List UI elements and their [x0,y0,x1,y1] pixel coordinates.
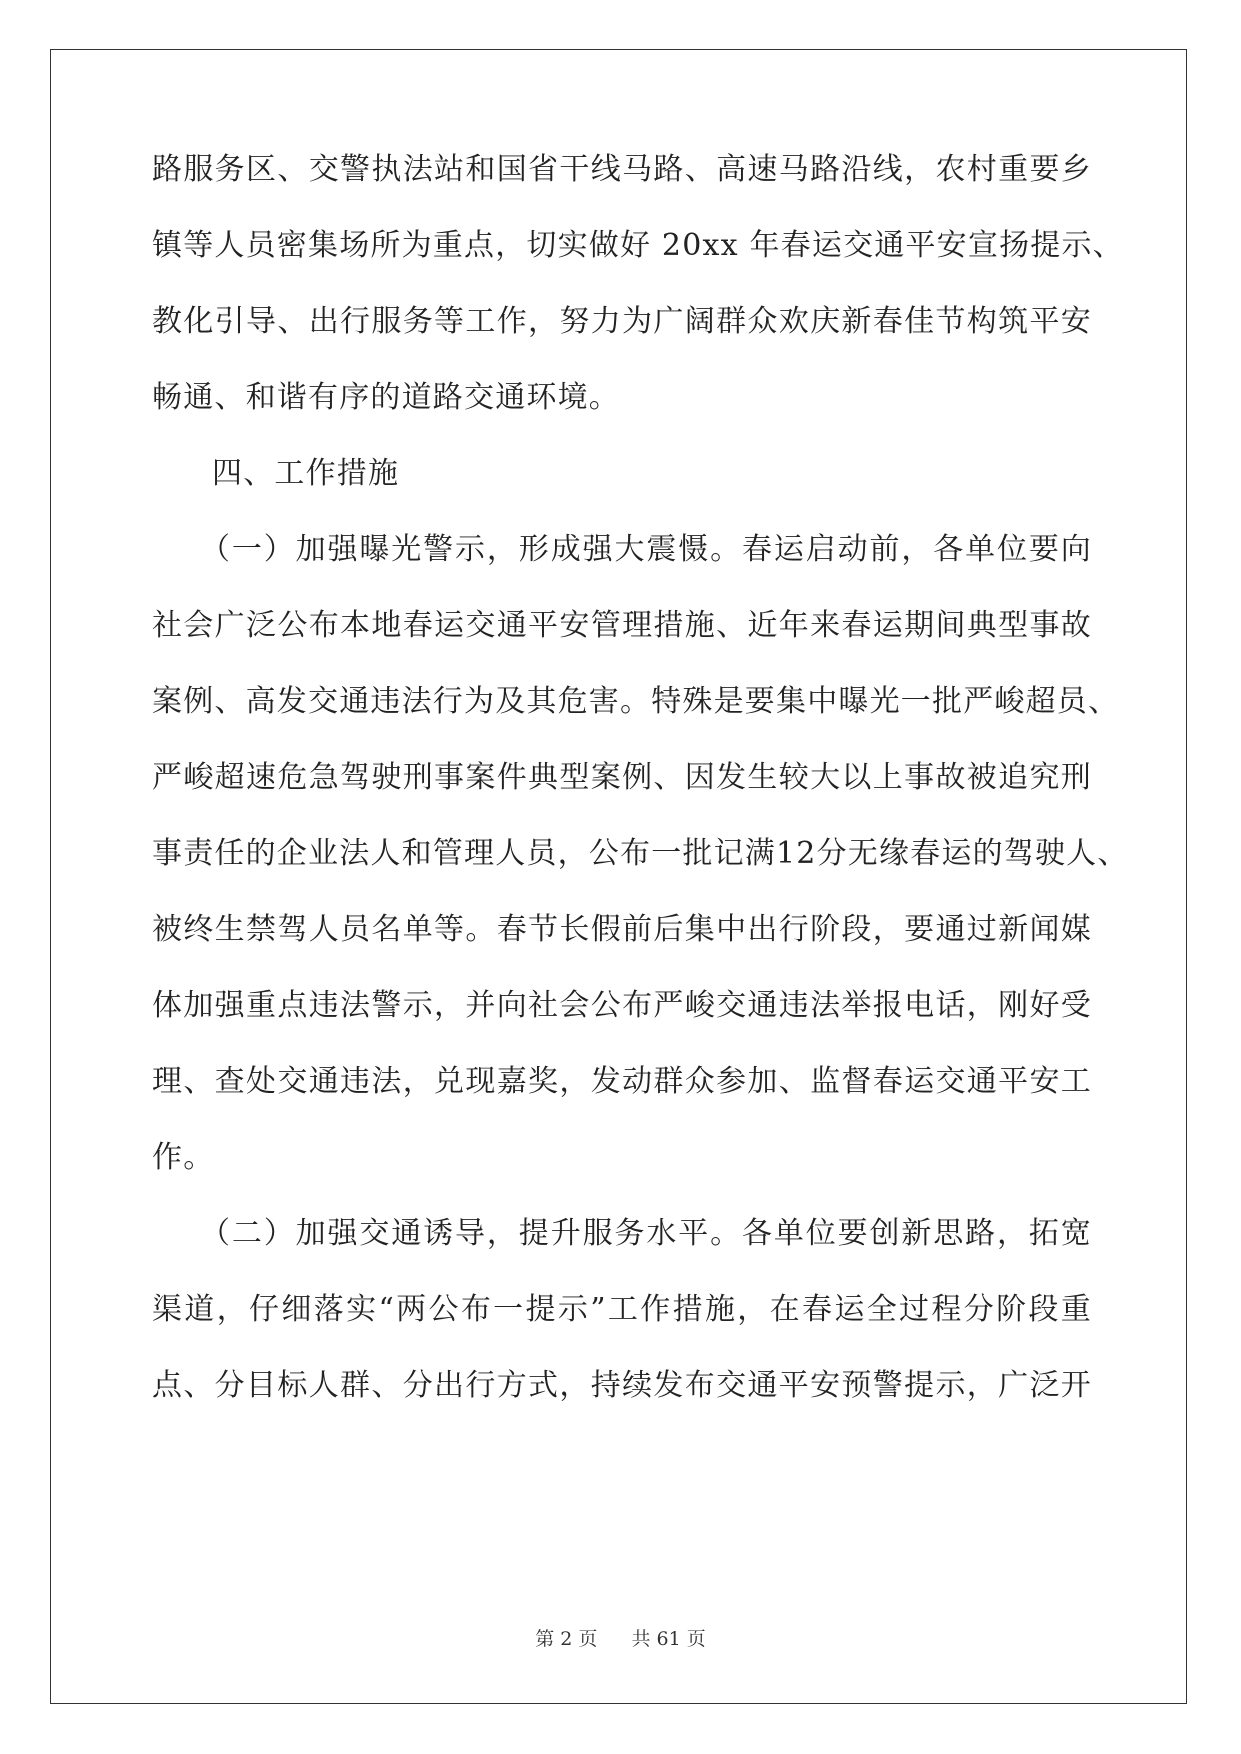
section-heading: 四、工作措施 [212,456,400,491]
text-line: 被终生禁驾人员名单等。春节长假前后集中出行阶段，要通过新闻媒 [152,912,1092,947]
text-line: 事责任的企业法人和管理人员，公布一批记满12分无缘春运的驾驶人、 [152,836,1129,871]
text-line: 路服务区、交警执法站和国省干线马路、高速马路沿线，农村重要乡 [152,152,1092,187]
text-line: 畅通、和谐有序的道路交通环境。 [152,380,620,415]
text-line: 渠道，仔细落实“两公布一提示”工作措施，在春运全过程分阶段重 [152,1292,1092,1327]
text-line: （一）加强曝光警示，形成强大震慑。春运启动前，各单位要向 [200,532,1092,567]
page-footer [0,1624,1241,1651]
text-line: 体加强重点违法警示，并向社会公布严峻交通违法举报电话，刚好受 [152,988,1092,1023]
text-line: 理、查处交通违法，兑现嘉奖，发动群众参加、监督春运交通平安工 [152,1064,1092,1099]
page-total: 共 61 页 [631,1628,706,1650]
text-line: 案例、高发交通违法行为及其危害。特殊是要集中曝光一批严峻超员、 [152,684,1120,719]
page-number: 第 2 页 [535,1628,598,1650]
page-border [50,49,1187,1704]
text-line: 作。 [152,1140,215,1175]
text-line: 教化引导、出行服务等工作，努力为广阔群众欢庆新春佳节构筑平安 [152,304,1092,339]
text-line: 严峻超速危急驾驶刑事案件典型案例、因发生较大以上事故被追究刑 [152,760,1092,795]
text-line: 镇等人员密集场所为重点，切实做好 20xx 年春运交通平安宣扬提示、 [152,228,1124,263]
text-line: （二）加强交通诱导，提升服务水平。各单位要创新思路，拓宽 [200,1216,1092,1251]
text-line: 社会广泛公布本地春运交通平安管理措施、近年来春运期间典型事故 [152,608,1092,643]
text-line: 点、分目标人群、分出行方式，持续发布交通平安预警提示，广泛开 [152,1368,1092,1403]
